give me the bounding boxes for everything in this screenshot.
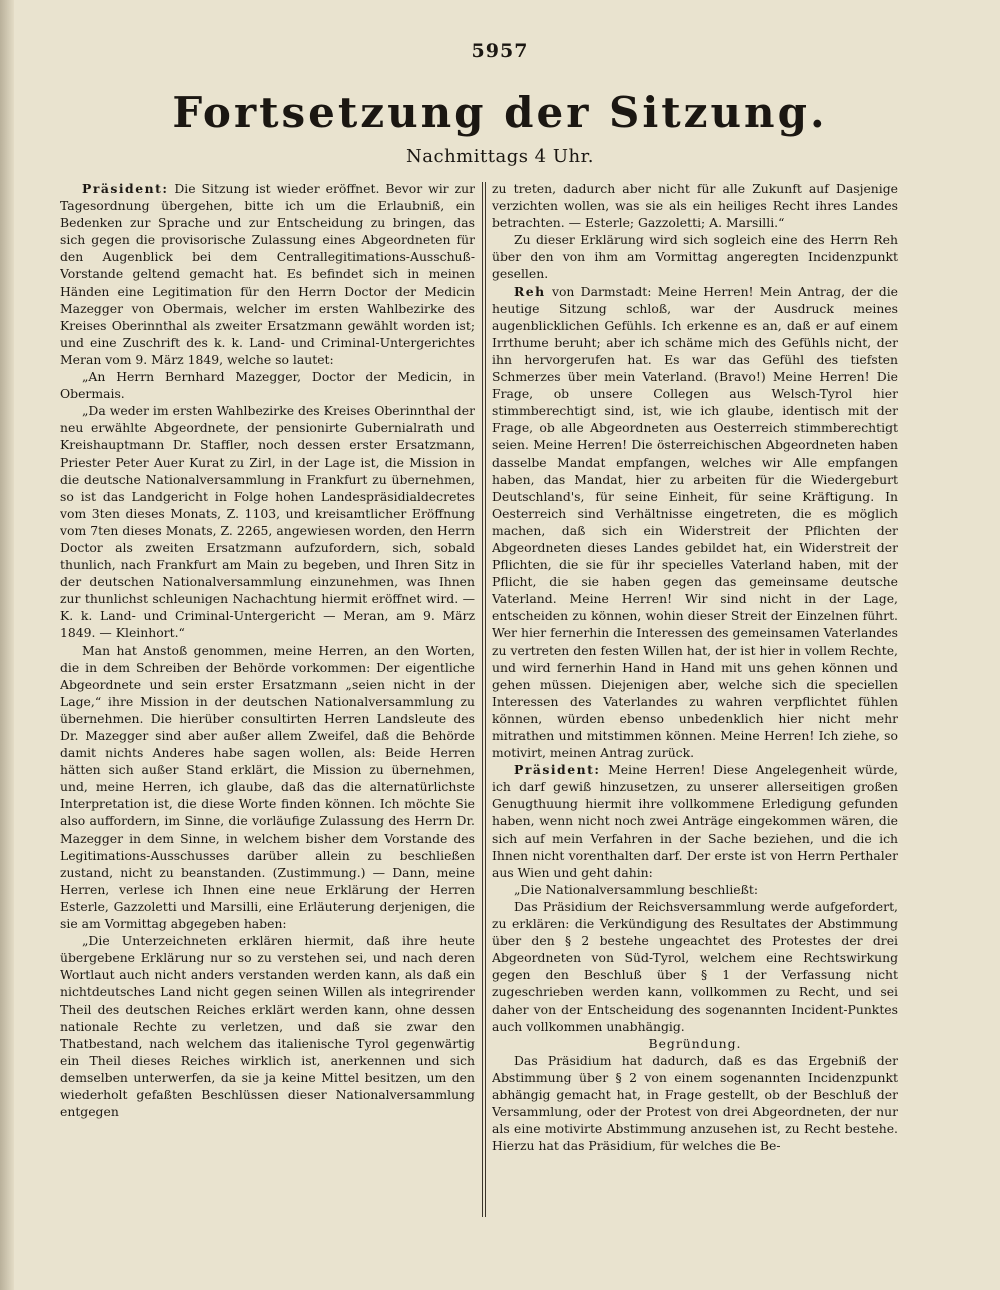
paragraph-text: Zu dieser Erklärung wird sich sogleich eine des Herrn Reh über den von ihm am Vormittag angeregten Incidenzpunkt gesellen.: [492, 232, 898, 282]
paragraph-text: Begründung.: [648, 1035, 742, 1051]
paragraph-text: von Darmstadt: Meine Herren! Mein Antrag, der die heutige Sitzung schloß, war der Ausdruck meines augenblicklichen Gefühls. Ich erkenne es an, daß er auf einem Irrthume beruht; aber ich schäme mich des Gefühls nicht, der ihn hervorgerufen hat. Es war das Gefühl des tiefsten Schmerzes über mein Vaterland. (Bravo!) Meine Herren! Die Frage, ob unsere Collegen aus Welsch-Tyrol hier stimmberechtigt sind, ist, wie ich glaube, identisch mit der Frage, ob alle Abgeordneten aus Oesterreich stimmberechtigt seien. Meine Herren! Die österreichischen Abgeordneten haben dasselbe Mandat empfangen, welches wir Alle empfangen haben, das Mandat, hier zu arbeiten für die Wiedergeburt Deutschland's, für seine Einheit, für seine Kräftigung. In Oesterreich sind Verhältnisse eingetreten, die es möglich machen, daß sich ein Widerstreit der Pflichten der Abgeordneten dieses Landes gebildet hat, ein Widerstreit der Pflichten, die sie für ihr specielles Vaterland haben, mit der Pflicht, die sie haben gegen das gemeinsame deutsche Vaterland. Meine Herren! Wir sind nicht in der Lage, entscheiden zu können, wohin dieser Streit der Einzelnen führt. Wer hier fernerhin die Interessen des gemeinsamen Vaterlandes zu vertreten den festen Willen hat, der ist hier in vollem Rechte, und wird fernerhin Hand in Hand mit uns gehen können und gehen müssen. Diejenigen aber, welche sich die speciellen Interessen des Vaterlandes zu wahren verpflichtet fühlen können, würden ebenso unbedenklich hier nicht mehr mitrathen und mitstimmen können. Meine Herren! Ich ziehe, so motivirt, meinen Antrag zurück.: [492, 283, 898, 761]
paragraph: [60, 642, 475, 933]
paragraph-text: Die Sitzung ist wieder eröffnet. Bevor wir zur Tagesordnung übergehen, bitte ich um die Erlaubniß, ein Bedenken zur Sprache und zur Entscheidung zu bringen, das sich gegen die provisorische Zulassung eines Abgeordneten für den Augenblick bei dem Centrallegitimations-Ausschuß-Vorstande geltend gemacht hat. Es befindet sich in meinen Händen eine Legitimation für den Herrn Doctor der Medicin Mazegger von Obermais, welcher im ersten Wahlbezirke des Kreises Oberinnthal als zweiter Ersatzmann gewählt worden ist; und eine Zuschrift des k. k. Land- und Criminal-Untergerichtes Meran vom 9. März 1849, welche so lautet:: [60, 181, 475, 367]
speaker-name: Präsident:: [82, 181, 169, 196]
paragraph: [492, 180, 898, 231]
paragraph: [60, 180, 475, 368]
column-divider: [482, 182, 486, 1217]
paragraph-text: Das Präsidium der Reichsversammlung werde aufgefordert, zu erklären: die Verkündigung des Resultates der Abstimmung über den § 2 bestehe ungeachtet des Protestes der drei Abgeordneten von Süd-Tyrol, welchem eine Rechtswirkung gegen den Beschluß über § 1 der Verfassung nicht zugeschrieben werden kann, vollkommen zu Recht, und sei daher von der Entscheidung des sogenannten Incident-Punktes auch vollkommen unabhängig.: [492, 898, 898, 1034]
paragraph-text: Das Präsidium hat dadurch, daß es das Ergebniß der Abstimmung über § 2 von einem sogenannten Incidenzpunkt abhängig gemacht hat, in Frage gestellt, ob der Beschluß der Versammlung, oder der Protest von drei Abgeordneten, der nur als eine motivirte Abstimmung anzusehen ist, zu Recht bestehe. Hierzu hat das Präsidium, für welches die Be-: [492, 1052, 898, 1154]
paragraph-text: „An Herrn Bernhard Mazegger, Doctor der Medicin, in Obermais.: [60, 369, 475, 402]
paragraph: [492, 898, 898, 1035]
paragraph: [492, 1035, 898, 1052]
right-column: [492, 180, 898, 1242]
paragraph-text: „Die Unterzeichneten erklären hiermit, daß ihre heute übergebene Erklärung nur so zu verstehen sei, und nach deren Wortlaut auch nicht anders verstanden werden kann, als daß ein nichtdeutsches Land nicht gegen seinen Willen als integrirender Theil des deutschen Reiches erklärt werden kann, ohne dessen nationale Rechte zu verletzen, und daß sie zwar den Thatbestand, nach welchem das italienische Tyrol gegenwärtig ein Theil dieses Reiches wirklich ist, anerkennen und sich demselben unterwerfen, da sie ja keine Mittel besitzen, um den wiederholt gefaßten Beschlüssen dieser Nationalversammlung entgegen: [60, 933, 475, 1120]
paragraph: [60, 368, 475, 402]
paragraph: [60, 932, 475, 1120]
paragraph: [492, 881, 898, 898]
session-time: Nachmittags 4 Uhr.: [406, 146, 594, 167]
speaker-name: Präsident:: [514, 762, 601, 778]
paragraph: [492, 1052, 898, 1155]
left-column: [60, 180, 475, 1242]
paragraph: [60, 402, 475, 641]
paragraph: [492, 283, 898, 762]
paragraph-text: zu treten, dadurch aber nicht für alle Zukunft auf Dasjenige verzichten wollen, was sie als ein heiliges Recht ihres Landes betrachten. — Esterle; Gazzoletti; A. Marsilli.“: [492, 181, 898, 231]
binding-edge: [0, 0, 14, 1290]
page-title: Fortsetzung der Sitzung.: [172, 88, 828, 137]
paragraph: [492, 761, 898, 881]
paragraph-text: „Die Nationalversammlung beschließt:: [514, 881, 759, 897]
page-number: 5957: [471, 40, 529, 62]
speaker-name: Reh: [514, 283, 546, 299]
paragraph-text: „Da weder im ersten Wahlbezirke des Kreises Oberinnthal der neu erwählte Abgeordnete, der pensionirte Gubernialrath und Kreishauptmann Dr. Staffler, noch dessen erster Ersatzmann, Priester Peter Auer Kurat zu Zirl, in der Lage ist, die Mission in die deutsche Nationalversammlung in Frankfurt zu übernehmen, so ist das Landgericht in Folge hohen Landespräsidialdecretes vom 3ten dieses Monats, Z. 1103, und kreisamtlicher Eröffnung vom 7ten dieses Monats, Z. 2265, angewiesen worden, den Herrn Doctor als zweiten Ersatzmann aufzufordern, sich, sobald thunlich, nach Frankfurt am Main zu begeben, und Ihren Sitz in der deutschen Nationalversammlung einzunehmen, was Ihnen zur thunlichst schleunigen Nachachtung hiermit eröffnet wird. — K. k. Land- und Criminal-Untergericht — Meran, am 9. März 1849. — Kleinhort.“: [60, 403, 475, 641]
paragraph-text: Meine Herren! Diese Angelegenheit würde, ich darf gewiß hinzusetzen, zu unserer allerseitigen großen Genugthuung hiermit ihre vollkommene Erledigung gefunden haben, wenn nicht noch zwei Anträge eingekommen wären, die sich auf mein Verfahren in der Sache beziehen, und die ich Ihnen nicht vorenthalten darf. Der erste ist von Herrn Perthaler aus Wien und geht dahin:: [492, 762, 898, 880]
paragraph-text: Man hat Anstoß genommen, meine Herren, an den Worten, die in dem Schreiben der Behörde vorkommen: Der eigentliche Abgeordnete und sein erster Ersatzmann „seien nicht in der Lage,“ ihre Mission in der deutschen Nationalversammlung zu übernehmen. Die hierüber consultirten Herren Landsleute des Dr. Mazegger sind aber außer allem Zweifel, daß die Behörde damit nichts Anderes habe sagen wollen, als: Beide Herren hätten sich außer Stand erklärt, die Mission zu übernehmen, und, meine Herren, ich glaube, daß das die alternatürlichste Interpretation ist, die diese Worte finden können. Ich möchte Sie also auffordern, im Sinne, die vorläufige Zulassung des Herrn Dr. Mazegger in dem Sinne, in welchem bisher dem Vorstande des Legitimations-Ausschusses darüber allein zu beschließen zustand, nicht zu beanstanden. (Zustimmung.) — Dann, meine Herren, verlese ich Ihnen eine neue Erklärung der Herren Esterle, Gazzoletti und Marsilli, eine Erläuterung derjenigen, die sie am Vormittag abgegeben haben:: [60, 642, 475, 932]
paragraph: [492, 231, 898, 282]
